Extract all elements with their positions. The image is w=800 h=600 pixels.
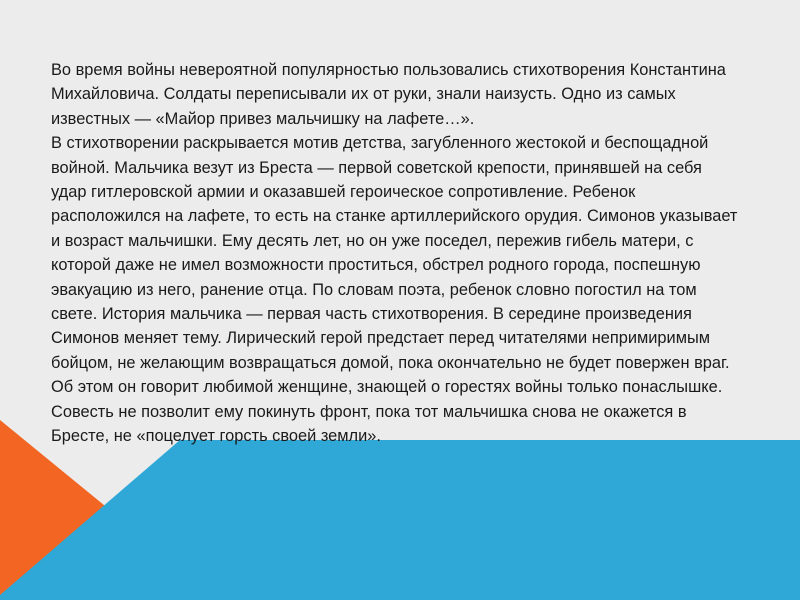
- paragraph-analysis: В стихотворении раскрывается мотив детства, загубленного жестокой и беспощадной войной. Мальчика везут из Бреста — первой советской крепости, принявшей на себя удар гитлеровской армии и оказавшей героическое сопротивление. Ребенок расположился на лафете, то есть на станке артиллерийского орудия. Симонов указывает и возраст мальчишки. Ему десять лет, но он уже поседел, пережив гибель матери, с которой даже не имел возможности проститься, обстрел родного города, поспешную эвакуацию из него, ранение отца. По словам поэта, ребенок словно погостил на том свете. История мальчика — первая часть стихотворения. В середине произведения Симонов меняет тему. Лирический герой предстает перед читателями непримиримым бойцом, не желающим возвращаться домой, пока окончательно не будет повержен враг. Об этом он говорит любимой женщине, знающей о горестях войны только понаслышке. Совесть не позволит ему покинуть фронт, пока тот мальчишка снова не окажется в Бресте, не «поцелует горсть своей земли».: [51, 134, 738, 446]
- slide-body-text: [51, 58, 741, 449]
- blue-band-shape: [0, 440, 800, 600]
- paragraph-intro: Во время войны невероятной популярностью пользовались стихотворения Константина Михайловича. Солдаты переписывали их от руки, знали наизусть. Одно из самых известных — «Майор привез мальчишку на лафете…».: [51, 61, 726, 128]
